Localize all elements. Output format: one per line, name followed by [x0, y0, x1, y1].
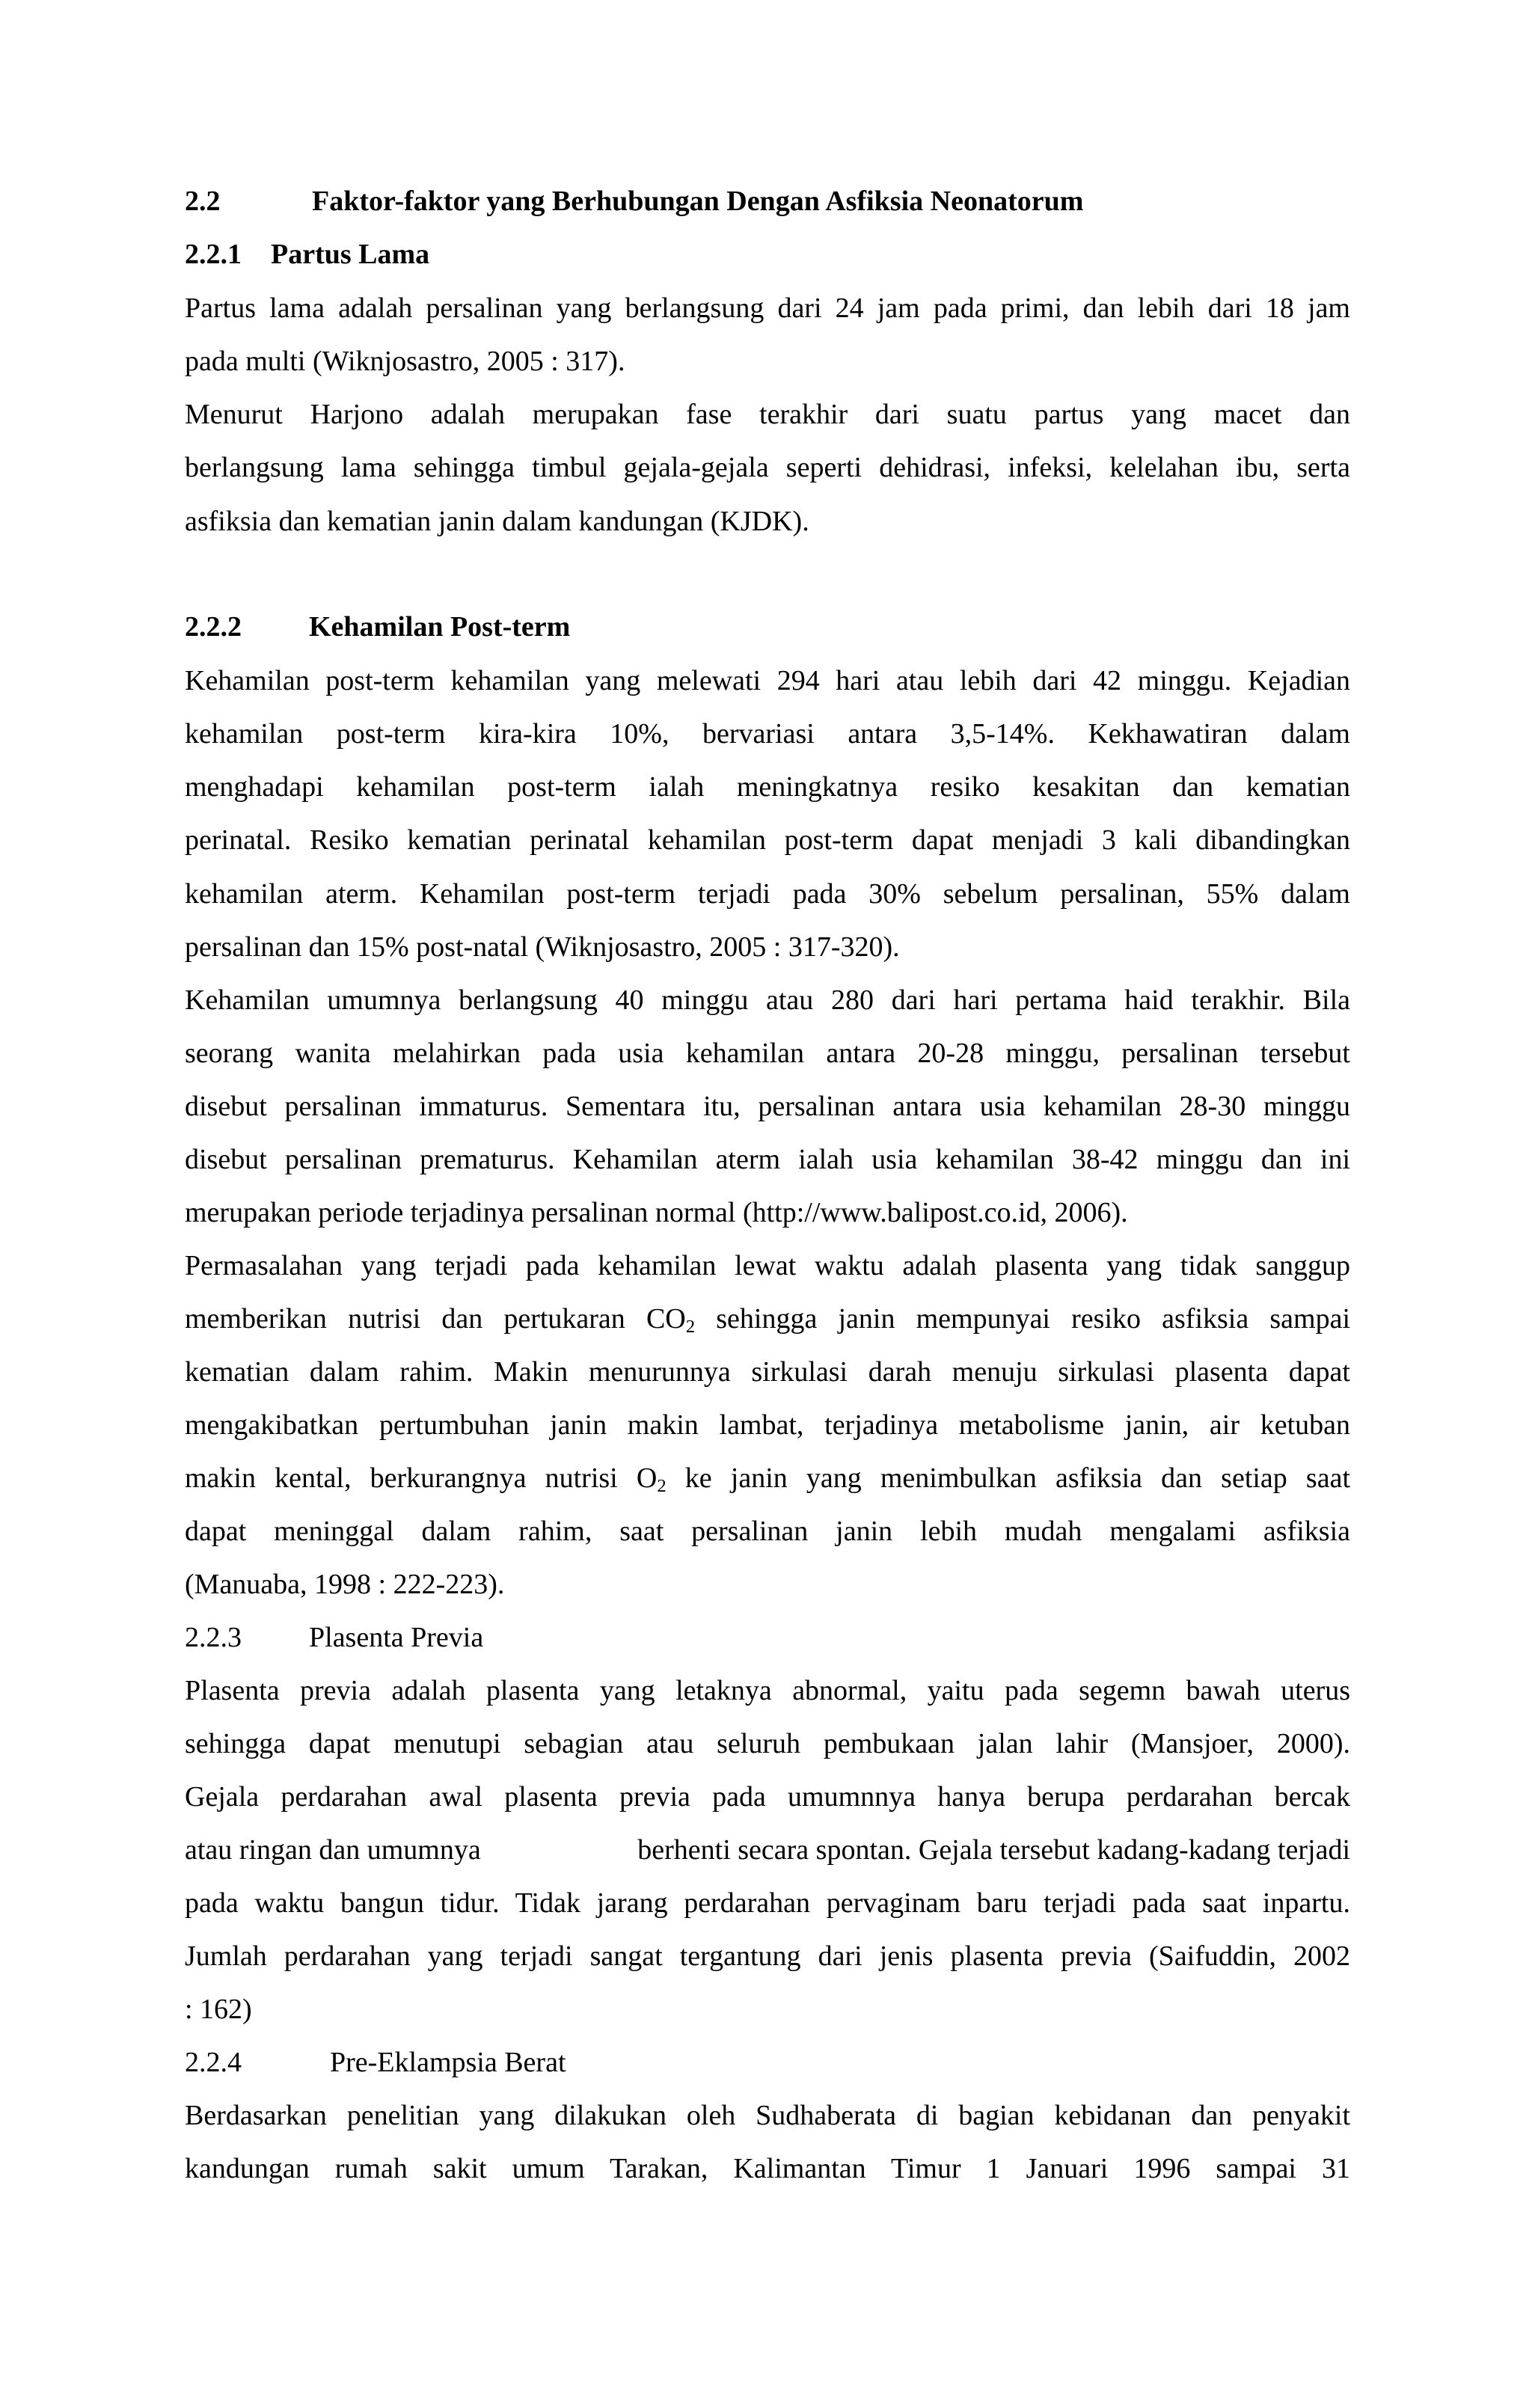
paragraph-line: kehamilan aterm. Kehamilan post-term terjadi pada 30% sebelum persalinan, 55% dalam: [185, 878, 1350, 910]
paragraph-line: kematian dalam rahim. Makin menurunnya sirkulasi darah menuju sirkulasi plasenta dapat: [185, 1356, 1350, 1388]
paragraph-line: : 162): [185, 1994, 252, 2025]
paragraph-line: sehingga dapat menutupi sebagian atau seluruh pembukaan jalan lahir (Mansjoer, 2000).: [185, 1728, 1350, 1759]
paragraph-line: dapat meninggal dalam rahim, saat persalinan janin lebih mudah mengalami asfiksia: [185, 1516, 1350, 1547]
paragraph-line: [185, 1833, 1350, 1867]
section-title: Plasenta Previa: [309, 1622, 484, 1653]
paragraph-line: kehamilan post-term kira-kira 10%, bervariasi antara 3,5-14%. Kekhawatiran dalam: [185, 718, 1350, 750]
line-text: ke janin yang menimbulkan asfiksia dan setiap saat: [666, 1462, 1351, 1494]
paragraph-line: Menurut Harjono adalah merupakan fase terakhir dari suatu partus yang macet dan: [185, 399, 1350, 430]
paragraph-line: menghadapi kehamilan post-term ialah meningkatnya resiko kesakitan dan kematian: [185, 771, 1350, 803]
section-heading-2-2-2: [185, 610, 1350, 644]
section-number: 2.2.1: [185, 239, 242, 270]
paragraph-line: perinatal. Resiko kematian perinatal kehamilan post-term dapat menjadi 3 kali dibandingkan: [185, 824, 1350, 856]
paragraph-line: Kehamilan post-term kehamilan yang melewati 294 hari atau lebih dari 42 minggu. Kejadian: [185, 665, 1350, 696]
line-text: memberikan nutrisi dan pertukaran CO: [185, 1303, 686, 1335]
paragraph-line: disebut persalinan immaturus. Sementara itu, persalinan antara usia kehamilan 28-30 minggu: [185, 1091, 1350, 1122]
section-heading-2-2-1: [185, 237, 1350, 272]
line-text: makin kental, berkurangnya nutrisi O: [185, 1462, 658, 1494]
paragraph-line: kandungan rumah sakit umum Tarakan, Kalimantan Timur 1 Januari 1996 sampai 31: [185, 2153, 1350, 2184]
paragraph-line: [185, 1302, 1350, 1336]
section-heading-2-2-4: [185, 2045, 1350, 2080]
line-text: atau ringan dan umumnya: [185, 1834, 481, 1866]
section-number: 2.2.3: [185, 1622, 242, 1653]
paragraph-line: Permasalahan yang terjadi pada kehamilan lewat waktu adalah plasenta yang tidak sanggup: [185, 1250, 1350, 1281]
section-title: Pre-Eklampsia Berat: [330, 2047, 566, 2078]
paragraph-line: [185, 1461, 1350, 1495]
paragraph-line: Kehamilan umumnya berlangsung 40 minggu atau 280 dari hari pertama haid terakhir. Bila: [185, 984, 1350, 1016]
paragraph-line: Partus lama adalah persalinan yang berlangsung dari 24 jam pada primi, dan lebih dari 18 jam: [185, 292, 1350, 324]
section-heading-2-2-3: [185, 1620, 1350, 1655]
section-title: Kehamilan Post-term: [309, 611, 571, 643]
paragraph-line: persalinan dan 15% post-natal (Wiknjosastro, 2005 : 317-320).: [185, 931, 900, 963]
section-title: Partus Lama: [271, 239, 430, 270]
paragraph-line: berlangsung lama sehingga timbul gejala-gejala seperti dehidrasi, infeksi, kelelahan ibu, serta: [185, 452, 1350, 483]
paragraph-line: merupakan periode terjadinya persalinan normal (http://www.balipost.co.id, 2006).: [185, 1197, 1128, 1228]
line-text: sehingga janin mempunyai resiko asfiksia sampai: [695, 1303, 1351, 1335]
paragraph-line: pada waktu bangun tidur. Tidak jarang perdarahan pervaginam baru terjadi pada saat inpartu.: [185, 1887, 1350, 1919]
section-number: 2.2.2: [185, 611, 242, 643]
paragraph-line: pada multi (Wiknjosastro, 2005 : 317).: [185, 346, 625, 377]
paragraph-line: disebut persalinan prematurus. Kehamilan aterm ialah usia kehamilan 38-42 minggu dan ini: [185, 1144, 1350, 1175]
paragraph-line: Jumlah perdarahan yang terjadi sangat tergantung dari jenis plasenta previa (Saifuddin, 2002: [185, 1940, 1350, 1972]
paragraph-line: Plasenta previa adalah plasenta yang letaknya abnormal, yaitu pada segemn bawah uterus: [185, 1675, 1350, 1706]
section-number: 2.2.4: [185, 2047, 242, 2078]
paragraph-line: Gejala perdarahan awal plasenta previa pada umumnnya hanya berupa perdarahan bercak: [185, 1781, 1350, 1813]
paragraph-line: seorang wanita melahirkan pada usia kehamilan antara 20-28 minggu, persalinan tersebut: [185, 1038, 1350, 1069]
line-text: berhenti secara spontan. Gejala tersebut kadang-kadang terjadi: [637, 1834, 1350, 1866]
paragraph-line: (Manuaba, 1998 : 222-223).: [185, 1569, 505, 1600]
paragraph-line: mengakibatkan pertumbuhan janin makin lambat, terjadinya metabolisme janin, air ketuban: [185, 1409, 1350, 1441]
section-heading-2-2: [185, 184, 1350, 218]
section-title: Faktor-faktor yang Berhubungan Dengan Asfiksia Neonatorum: [312, 186, 1084, 217]
subscript: 2: [657, 1476, 667, 1497]
section-number: 2.2: [185, 186, 221, 217]
subscript: 2: [685, 1317, 696, 1338]
paragraph-line: asfiksia dan kematian janin dalam kandungan (KJDK).: [185, 506, 809, 537]
paragraph-line: Berdasarkan penelitian yang dilakukan oleh Sudhaberata di bagian kebidanan dan penyakit: [185, 2100, 1350, 2131]
